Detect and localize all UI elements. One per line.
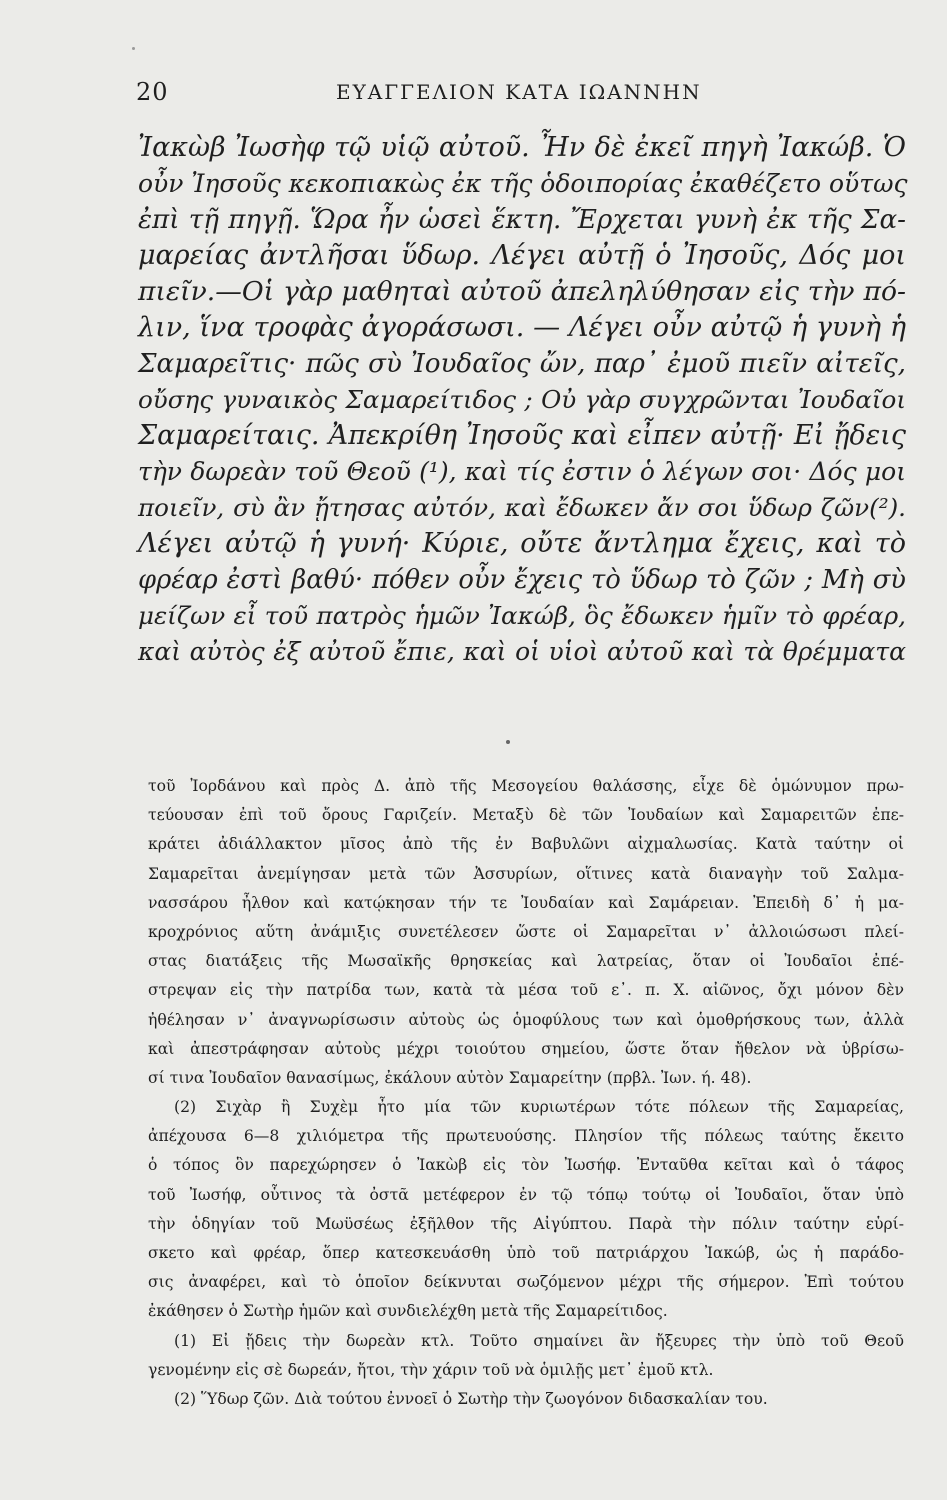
footnote-line: ἀπέχουσα 6—8 χιλιόμετρα τῆς πρωτευούσης. Πλησίον τῆς πόλεως ταύτης ἔκειτο — [148, 1127, 904, 1146]
text-line: Σαμαρείταις. Ἀπεκρίθη Ἰησοῦς καὶ εἶπεν αὐτῇ· Εἰ ᾔδεις — [138, 420, 906, 451]
text-line: ἐπὶ τῇ πηγῇ. Ὥρα ἦν ὡσεὶ ἕκτη. Ἔρχεται γυνὴ ἐκ τῆς Σα- — [138, 205, 906, 235]
footnote-line: στας διατάξεις τῆς Μωσαϊκῆς θρησκείας καὶ λατρείας, ὅταν οἱ Ἰουδαῖοι ἐπέ- — [148, 952, 904, 971]
text-line: μείζων εἶ τοῦ πατρὸς ἡμῶν Ἰακώβ, ὃς ἔδωκεν ἡμῖν τὸ φρέαρ, — [138, 601, 906, 630]
footnote-line: (1) Εἰ ᾔδεις τὴν δωρεὰν κτλ. Τοῦτο σημαίνει ἂν ἤξευρες τὴν ὑπὸ τοῦ Θεοῦ — [174, 1331, 904, 1350]
footnote-line: ἐκάθησεν ὁ Σωτὴρ ἡμῶν καὶ συνδιελέχθη μετὰ τῆς Σαμαρείτιδος. — [148, 1302, 668, 1321]
main-text — [138, 130, 906, 670]
footnote-line: ἠθέλησαν ν᾽ ἀναγνωρίσωσιν αὐτοὺς ὡς ὁμοφύλους των καὶ ὁμοθρήσκους των, ἀλλὰ — [148, 1010, 904, 1029]
text-line: φρέαρ ἐστὶ βαθύ· πόθεν οὖν ἔχεις τὸ ὕδωρ τὸ ζῶν ; Μὴ σὺ — [138, 565, 906, 595]
ink-speck — [132, 47, 135, 50]
text-line: τὴν δωρεὰν τοῦ Θεοῦ (¹), καὶ τίς ἐστιν ὁ λέγων σοι· Δός μοι — [138, 457, 906, 486]
text-line: καὶ αὐτὸς ἐξ αὐτοῦ ἔπιε, καὶ οἱ υἱοὶ αὐτοῦ καὶ τὰ θρέμματα — [138, 637, 906, 666]
footnote-line: (2) Ὕδωρ ζῶν. Διὰ τούτου ἐννοεῖ ὁ Σωτὴρ τὴν ζωογόνον διδασκαλίαν του. — [174, 1389, 768, 1408]
footnote-line: τοῦ Ἰορδάνου καὶ πρὸς Δ. ἀπὸ τῆς Μεσογείου θαλάσσης, εἶχε δὲ ὁμώνυμον πρω- — [148, 777, 904, 795]
running-title: ΕΥΑΓΓΕΛΙΟΝ ΚΑΤΑ ΙΩΑΝΝΗΝ — [336, 80, 702, 104]
footnote-line: σις ἀναφέρει, καὶ τὸ ὁποῖον δείκνυται σωζόμενον μέχρι τῆς σήμερον. Ἐπὶ τούτου — [148, 1273, 904, 1292]
footnote-line: νασσάρου ἦλθον καὶ κατῴκησαν τήν τε Ἰουδαίαν καὶ Σαμάρειαν. Ἐπειδὴ δ᾽ ἡ μα- — [148, 893, 904, 912]
ink-speck — [506, 740, 510, 744]
text-line: Ἰακὼβ Ἰωσὴφ τῷ υἱῷ αὐτοῦ. Ἦν δὲ ἐκεῖ πηγὴ Ἰακώβ. Ὁ — [138, 132, 906, 163]
footnote-line: κροχρόνιος αὕτη ἀνάμιξις συνετέλεσεν ὥστε οἱ Σαμαρεῖται ν᾽ ἀλλοιώσωσι πλεί- — [148, 922, 904, 941]
footnote-line: κράτει ἀδιάλλακτον μῖσος ἀπὸ τῆς ἐν Βαβυλῶνι αἰχμαλωσίας. Κατὰ ταύτην οἱ — [148, 835, 904, 854]
text-line: μαρείας ἀντλῆσαι ὕδωρ. Λέγει αὐτῇ ὁ Ἰησοῦς, Δός μοι — [138, 240, 906, 271]
footnote-line: σί τινα Ἰουδαῖον θανασίμως, ἐκάλουν αὐτὸν Σαμαρείτην (πρβλ. Ἰων. ή. 48). — [148, 1068, 752, 1087]
text-line: ποιεῖν, σὺ ἂν ᾔτησας αὐτόν, καὶ ἔδωκεν ἄν σοι ὕδωρ ζῶν(²). — [138, 493, 906, 522]
page-number: 20 — [136, 78, 169, 106]
text-line: οὔσης γυναικὸς Σαμαρείτιδος ; Οὐ γὰρ συγχρῶνται Ἰουδαῖοι — [138, 385, 906, 414]
footnote-line: τεύουσαν ἐπὶ τοῦ ὄρους Γαριζείν. Μεταξὺ δὲ τῶν Ἰουδαίων καὶ Σαμαρειτῶν ἐπε- — [148, 806, 904, 825]
text-line: οὖν Ἰησοῦς κεκοπιακὼς ἐκ τῆς ὁδοιπορίας ἐκαθέζετο οὕτως — [138, 169, 908, 198]
page-header — [136, 78, 866, 110]
footnote-line: (2) Σιχὰρ ἢ Συχὲμ ἦτο μία τῶν κυριωτέρων τότε πόλεων τῆς Σαμαρείας, — [174, 1098, 904, 1117]
footnotes — [148, 772, 904, 1414]
footnote-line: τοῦ Ἰωσήφ, οὗτινος τὰ ὀστᾶ μετέφερον ἐν τῷ τόπῳ τούτῳ οἱ Ἰουδαῖοι, ὅταν ὑπὸ — [148, 1185, 904, 1204]
footnote-line: Σαμαρεῖται ἀνεμίγησαν μετὰ τῶν Ἀσσυρίων, οἵτινες κατὰ διαναγὴν τοῦ Σαλμα- — [148, 864, 904, 883]
text-line: Λέγει αὐτῷ ἡ γυνή· Κύριε, οὔτε ἄντλημα ἔχεις, καὶ τὸ — [138, 528, 906, 559]
footnote-line: καὶ ἀπεστράφησαν αὐτοὺς μέχρι τοιούτου σημείου, ὥστε ὅταν ἤθελον νὰ ὑβρίσω- — [148, 1039, 904, 1058]
footnote-line: στρεψαν εἰς τὴν πατρίδα των, κατὰ τὰ μέσα τοῦ ε᾽. π. Χ. αἰῶνος, ὄχι μόνον δὲν — [148, 981, 904, 1000]
text-line: Σαμαρεῖτις· πῶς σὺ Ἰουδαῖος ὤν, παρ᾽ ἐμοῦ πιεῖν αἰτεῖς, — [138, 349, 906, 379]
footnote-line: σκετο καὶ φρέαρ, ὅπερ κατεσκευάσθη ὑπὸ τοῦ πατριάρχου Ἰακώβ, ὡς ἡ παράδο- — [148, 1244, 904, 1262]
text-line: πιεῖν.—Οἱ γὰρ μαθηταὶ αὐτοῦ ἀπεληλύθησαν εἰς τὴν πό- — [138, 276, 906, 307]
footnote-line: γενομένην εἰς σὲ δωρεάν, ἤτοι, τὴν χάριν τοῦ νὰ ὁμιλῇς μετ᾽ ἐμοῦ κτλ. — [148, 1360, 714, 1379]
text-line: λιν, ἵνα τροφὰς ἀγοράσωσι. — Λέγει οὖν αὐτῷ ἡ γυνὴ ἡ — [138, 312, 906, 343]
footnote-line: ὁ τόπος ὃν παρεχώρησεν ὁ Ἰακὼβ εἰς τὸν Ἰωσήφ. Ἐνταῦθα κεῖται καὶ ὁ τάφος — [148, 1156, 904, 1175]
footnote-line: τὴν ὁδηγίαν τοῦ Μωϋσέως ἐξῆλθον τῆς Αἰγύπτου. Παρὰ τὴν πόλιν ταύτην εὑρί- — [148, 1214, 904, 1233]
